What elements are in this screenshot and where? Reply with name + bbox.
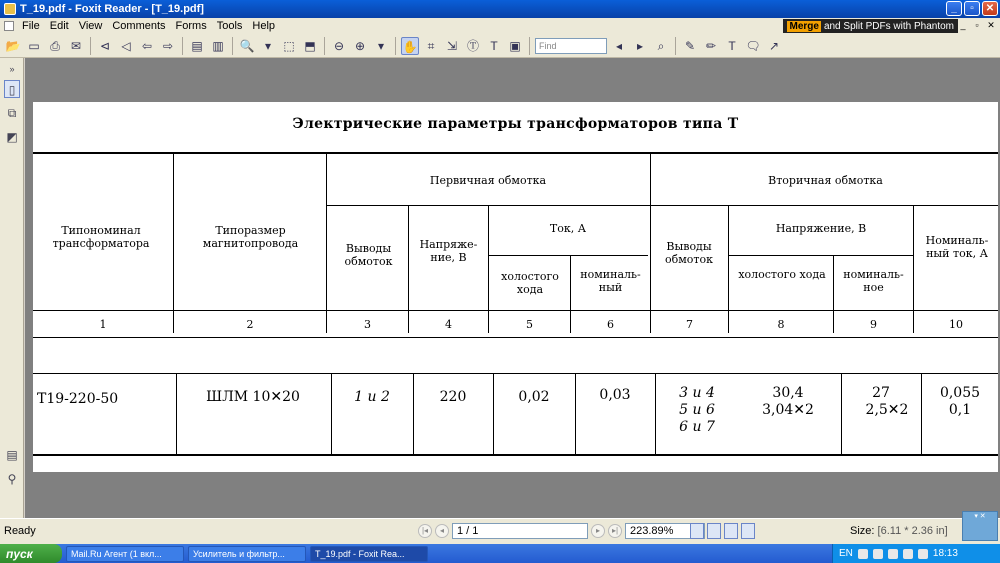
cell-secondary-leads-1: 3 и 4 (679, 385, 715, 401)
layers-panel-icon[interactable]: ⧉ (7, 106, 17, 120)
continuous-icon[interactable]: ▥ (212, 38, 224, 53)
comments-panel-icon[interactable]: ▤ (6, 448, 18, 462)
menu-view[interactable]: View (78, 20, 103, 32)
attachment-clip-icon[interactable]: ⚲ (7, 472, 17, 486)
table-rule (408, 206, 409, 333)
zoom-out-icon[interactable]: ⊖ (333, 38, 345, 53)
start-label: пуск (6, 546, 33, 561)
status-bar (0, 513, 1000, 544)
column-number: 9 (870, 318, 877, 331)
facing-view-icon[interactable] (724, 523, 738, 539)
header-primary-current-idle: холостого хода (501, 270, 559, 296)
table-rule (488, 255, 648, 256)
header-primary-voltage: Напряже- ние, В (419, 238, 478, 264)
volume-icon[interactable] (888, 549, 898, 559)
menu-tools[interactable]: Tools (216, 20, 243, 32)
table-rule (841, 374, 842, 454)
table-rule (913, 206, 914, 333)
media-icon[interactable] (873, 549, 883, 559)
cell-primary-current-idle: 0,02 (518, 389, 550, 405)
column-number: 7 (686, 318, 693, 331)
header-primary-leads: Выводы обмоток (344, 242, 393, 268)
zoom-value: 223.89% (630, 525, 674, 537)
page-size-info (850, 525, 948, 537)
typewriter-icon[interactable]: Ⓣ (466, 38, 479, 53)
menu-forms[interactable]: Forms (175, 20, 207, 32)
promo-banner[interactable] (783, 19, 958, 33)
table-rule (728, 206, 729, 333)
zoom-in-dropdown-icon[interactable]: ▾ (377, 38, 385, 53)
network-icon[interactable] (858, 549, 868, 559)
cell-secondary-voltage-nominal-2: 2,5✕2 (865, 402, 909, 418)
single-page-icon[interactable]: ▤ (191, 38, 203, 53)
table-rule (326, 153, 327, 333)
column-number: 1 (99, 318, 107, 331)
toolbar-separator (395, 37, 396, 55)
table-rule (650, 153, 651, 333)
cell-secondary-current-1: 0,055 (939, 385, 981, 401)
table-rule (33, 152, 998, 154)
header-secondary: Вторичная обмотка (768, 174, 883, 187)
clock[interactable]: 18:13 (932, 548, 958, 559)
doc-window-controls (957, 20, 997, 32)
table-rule (33, 454, 998, 456)
window-title-bar (0, 0, 1000, 18)
task-amplifier[interactable]: Усилитель и фильтр... (188, 546, 306, 562)
table-rule (176, 374, 177, 454)
cell-secondary-voltage-nominal-1: 27 (872, 385, 890, 401)
status-text: Ready (4, 525, 36, 537)
windows-taskbar (0, 544, 1000, 563)
start-button[interactable] (0, 544, 62, 563)
menu-edit[interactable]: Edit (49, 20, 69, 32)
email-icon[interactable]: ✉ (70, 38, 82, 53)
menu-bar (0, 18, 1000, 34)
find-prev-icon[interactable]: ◂ (615, 38, 623, 53)
column-number: 2 (246, 318, 254, 331)
header-secondary-current: Номиналь- ный ток, А (925, 234, 989, 260)
prev-page-icon[interactable]: ◁ (121, 38, 131, 53)
minimize-button[interactable]: _ (946, 1, 962, 16)
column-number: 4 (445, 318, 452, 331)
text-tool-icon[interactable]: T (728, 38, 736, 53)
search-icon[interactable]: ⌕ (657, 38, 665, 53)
table-rule (33, 310, 998, 311)
header-primary: Первичная обмотка (429, 174, 547, 187)
column-number: 3 (364, 318, 371, 331)
text-box-icon[interactable]: T (490, 38, 498, 53)
header-primary-current: Ток, А (549, 222, 587, 235)
zoom-icon[interactable]: 🔍 (239, 38, 255, 53)
zoom-in-icon[interactable]: ⊕ (354, 38, 366, 53)
hand-tool-icon[interactable]: ✋ (401, 37, 419, 55)
table-rule (326, 205, 998, 206)
view-mode-icons (690, 523, 755, 539)
navigation-panel (0, 58, 24, 518)
find-input[interactable]: Find (535, 38, 607, 54)
continuous-facing-view-icon[interactable] (741, 523, 755, 539)
table-rule (413, 374, 414, 454)
note-icon[interactable]: 🗨 (745, 38, 761, 53)
doc-restore-icon[interactable]: ▫ (975, 20, 979, 30)
cell-secondary-voltage-idle-1: 30,4 (772, 385, 804, 401)
table-rule (728, 255, 913, 256)
toolbar-separator (324, 37, 325, 55)
promo-highlight: Merge (789, 20, 819, 32)
page-navigation (418, 523, 705, 539)
toolbar-separator (232, 37, 233, 55)
size-value: [6.11 * 2.36 in] (877, 525, 948, 537)
maximize-button[interactable]: ▫ (964, 1, 980, 16)
cell-secondary-leads-2: 5 и 6 (679, 402, 715, 418)
cell-primary-voltage: 220 (439, 389, 467, 405)
toolbar-separator (182, 37, 183, 55)
task-mailru-agent[interactable]: Mail.Ru Агент (1 вкл... (66, 546, 184, 562)
table-rule (33, 373, 998, 374)
cell-type: Т19-220-50 (37, 391, 119, 407)
table-rule (655, 374, 656, 454)
attachments-panel-icon[interactable]: ◩ (6, 130, 18, 144)
highlight-icon[interactable]: ✎ (684, 38, 696, 53)
prev-page-button[interactable]: ◂ (435, 524, 449, 538)
zoom-dropdown-icon[interactable]: ▾ (264, 38, 272, 53)
open-icon[interactable]: 📂 (5, 38, 21, 53)
document-icon (4, 21, 14, 31)
fit-width-icon[interactable]: ⬚ (283, 38, 295, 53)
snapshot-icon[interactable]: ⌗ (427, 38, 435, 53)
cell-secondary-current-2: 0,1 (948, 402, 972, 418)
header-core: Типоразмер магнитопровода (202, 224, 299, 250)
language-indicator[interactable]: EN (839, 548, 853, 559)
back-icon[interactable]: ⇦ (141, 38, 153, 53)
antivirus-icon[interactable] (903, 549, 913, 559)
image-icon[interactable]: ▣ (509, 38, 521, 53)
doc-close-icon[interactable]: ✕ (987, 20, 995, 30)
save-icon[interactable]: ▭ (28, 38, 40, 53)
column-number: 8 (777, 318, 785, 331)
cell-secondary-leads-3: 6 и 7 (679, 419, 715, 435)
header-primary-current-nominal: номиналь- ный (580, 268, 641, 294)
table-title: Электрические параметры трансформаторов типа Т (292, 116, 739, 132)
find-next-icon[interactable]: ▸ (636, 38, 644, 53)
toolbar-separator (90, 37, 91, 55)
table-rule (173, 153, 174, 333)
last-page-button[interactable]: ▸| (608, 524, 622, 538)
main-toolbar (0, 34, 1000, 58)
cell-core: ШЛМ 10✕20 (206, 389, 300, 405)
first-page-icon[interactable]: ⊲ (99, 38, 111, 53)
first-page-button[interactable]: |◂ (418, 524, 432, 538)
column-number: 10 (949, 318, 963, 331)
column-number: 6 (607, 318, 614, 331)
cell-primary-leads: 1 и 2 (354, 389, 390, 405)
next-page-button[interactable]: ▸ (591, 524, 605, 538)
menu-comments[interactable]: Comments (112, 20, 166, 32)
single-page-view-icon[interactable] (690, 523, 704, 539)
table-rule (488, 206, 489, 333)
header-secondary-voltage: Напряжение, В (775, 222, 867, 235)
pages-panel-icon[interactable]: ▯ (4, 80, 20, 98)
pdf-page (33, 102, 998, 472)
table-rule (331, 374, 332, 454)
continuous-view-icon[interactable] (707, 523, 721, 539)
print-icon[interactable]: ⎙ (50, 38, 60, 53)
document-viewport[interactable] (25, 58, 1000, 518)
table-rule (33, 337, 998, 338)
toolbar-separator (675, 37, 676, 55)
promo-text: and Split PDFs with Phantom (823, 20, 954, 32)
table-rule (575, 374, 576, 454)
header-secondary-leads: Выводы обмоток (664, 240, 713, 266)
forward-icon[interactable]: ⇨ (162, 38, 174, 53)
messenger-icon[interactable] (918, 549, 928, 559)
header-type: Типономинал трансформатора (52, 224, 150, 250)
size-label: Size: (850, 525, 875, 537)
column-number: 5 (526, 318, 533, 331)
pencil-icon[interactable]: ✏ (705, 38, 717, 53)
window-controls (946, 1, 998, 16)
doc-minimize-icon[interactable]: _ (960, 20, 966, 30)
system-tray (832, 544, 1000, 563)
table-rule (493, 374, 494, 454)
menu-help[interactable]: Help (252, 20, 276, 32)
arrow-icon[interactable]: ↗ (768, 38, 780, 53)
select-text-icon[interactable]: ⇲ (446, 38, 458, 53)
window-title: T_19.pdf - Foxit Reader - [T_19.pdf] (20, 3, 204, 15)
task-foxit-reader[interactable]: T_19.pdf - Foxit Rea... (310, 546, 428, 562)
header-secondary-voltage-nominal: номиналь- ное (843, 268, 904, 294)
toolbar-separator (529, 37, 530, 55)
close-button[interactable]: ✕ (982, 1, 998, 16)
menu-file[interactable]: File (22, 20, 40, 32)
header-secondary-voltage-idle: холостого хода (738, 268, 826, 281)
fit-page-icon[interactable]: ⬒ (304, 38, 316, 53)
panel-expand-icon[interactable]: » (9, 64, 15, 74)
floating-widget[interactable]: ▾ ✕ (962, 511, 998, 541)
page-number-input[interactable]: 1 / 1 (452, 523, 588, 539)
cell-primary-current-nominal: 0,03 (599, 387, 631, 403)
cell-secondary-voltage-idle-2: 3,04✕2 (762, 402, 814, 418)
foxit-app-icon (4, 3, 16, 15)
